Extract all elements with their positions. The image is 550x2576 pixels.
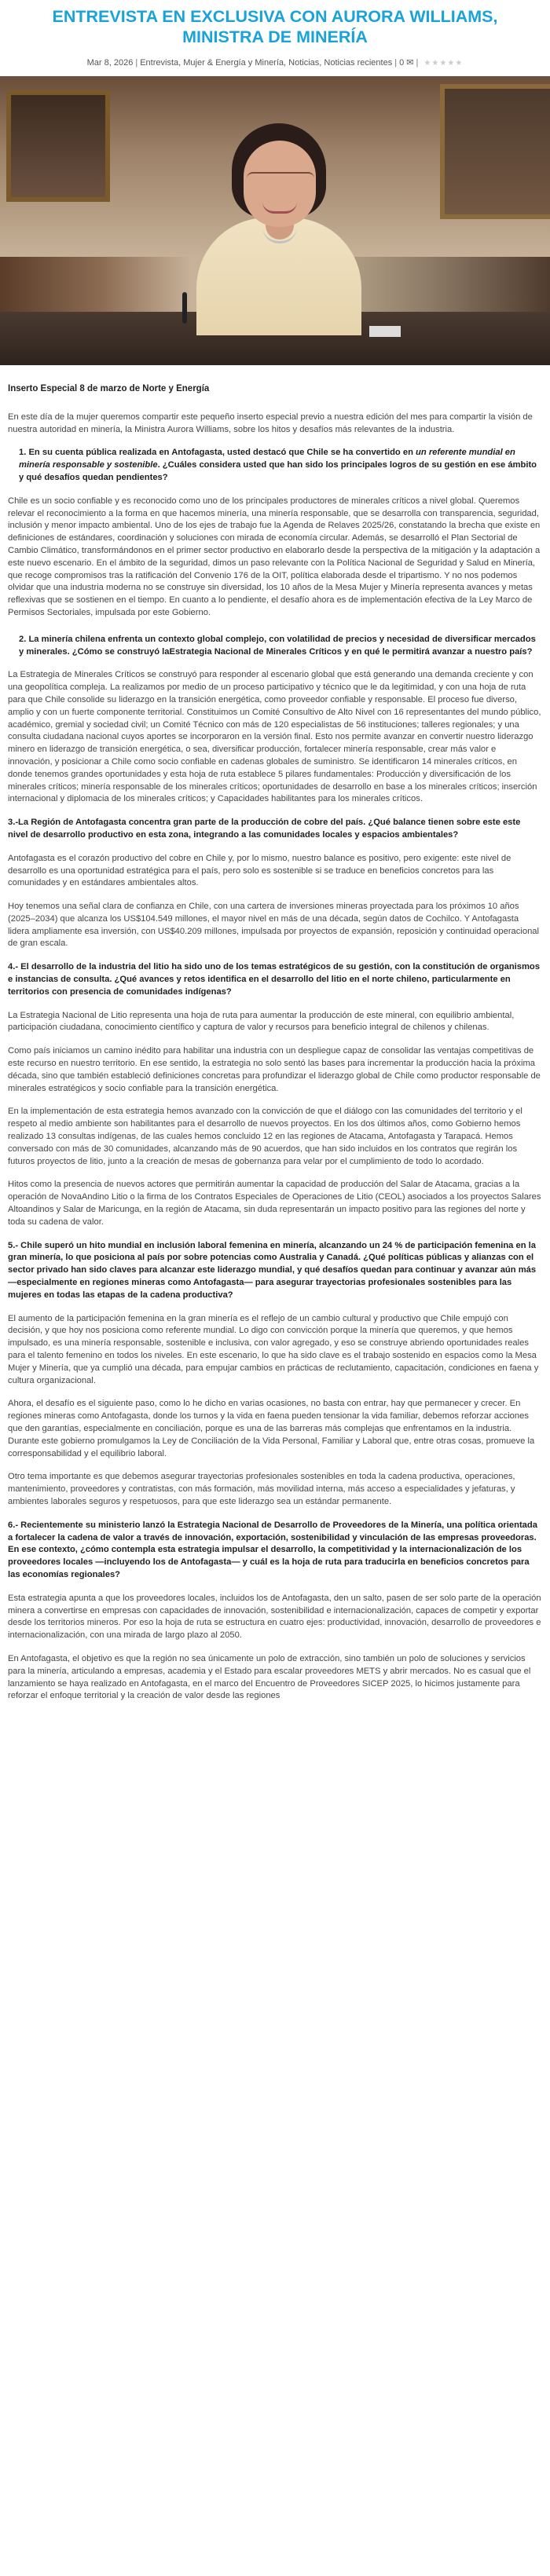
answer-1: Chile es un socio confiable y es reconocido como uno de los principales productores de minerales críticos a nivel global. Queremos relevar el reconocimiento a la forma en que hacemos minería, una minería responsable, que se desarrolla con transparencia, seguridad, inclusión y menor impacto ambiental. Uno de los ejes de trabajo fue la Agenda de Relaves 2025/26, constatando la brecha que existe en definiciones de estándares, coordinación y soluciones con mirada de economía circular. Además, se desarrolló el Plan Sectorial de Cambio Climático, transformándonos en el primer sector productivo en elaborarlo desde la perspectiva de la mitigación y la adaptación a este nuevo escenario. En el ámbito de la seguridad, dimos un paso relevante con la Política Nacional de Seguridad y Salud en Minería, que recoge compromisos tras la ratificación del Convenio 176 de la OIT, política elaborada desde el tripartismo. Y no nos podemos olvidar que una industria moderna no se construye sin diversidad, los 10 años de la Mesa Mujer y Minería representa avances y metas reflexivas que se sostienen en el tiempo. En cuanto a lo pendiente, el desafío ahora es de implementación efectiva de la Ley Marco de Permisos Sectoriales, impulsada por este Gobierno. <box>8 496 541 617</box>
meta-separator: | <box>135 58 138 68</box>
category-link-entrevista[interactable]: Entrevista <box>140 58 179 68</box>
question-3: 3.-La Región de Antofagasta concentra gran parte de la producción de cobre del país. ¿Qué balance tienen sobre este este nivel de desarrollo productivo en esta zona, integrando a las comunidades locales y espacios ambientales? <box>8 818 521 840</box>
lead-title: Inserto Especial 8 de marzo de Norte y Energía <box>8 384 210 393</box>
answer-4a: La Estrategia Nacional de Litio representa una hoja de ruta para aumentar la producción de este mineral, con equilibrio ambiental, participación ciudadana, conocimiento científico y captura de valor y recursos para beneficio integral de chilenos y chilenas. <box>8 1010 515 1033</box>
minister-portrait <box>196 123 361 327</box>
category-link-mujer-energia[interactable]: Mujer & Energía y Minería <box>183 58 284 68</box>
hero-photo <box>0 76 550 365</box>
intro-paragraph: En este día de la mujer queremos compartir este pequeño inserto especial previo a nuestra edición del mes para compartir la visión de nuestra autoridad en minería, la Ministra Aurora Williams, sobre los hitos y desafíos más relevantes de la industria. <box>8 412 533 434</box>
star-icon[interactable]: ★ <box>424 59 431 68</box>
meta-separator: | <box>416 58 419 68</box>
answer-6b: En Antofagasta, el objetivo es que la región no sea únicamente un polo de extracción, sino también un polo de soluciones y servicios para la minería, articulando a empresas, academia y el Estado para escalar proveedores METS y abrir mercados. No es casual que el lanzamiento se haya realizado en Antofagasta, en el marco del Encuentro de Proveedores SICEP 2025, lo hicimos justamente para reforzar el enfoque territorial y la creación de valor desde las regiones <box>8 1653 531 1701</box>
answer-5b: Ahora, el desafío es el siguiente paso, como lo he dicho en varias ocasiones, no basta con entrar, hay que permanecer y crecer. En regiones mineras como Antofagasta, donde los turnos y la vida en faena pueden tensionar la vida familiar, debemos reforzar acciones que den garantías, especialmente en conciliación, porque es una de las barreras más complejas que enfrentamos en la industria. Durante este gobierno promulgamos la Ley de Conciliación de la Vida Personal, Familiar y Laboral que, entre otras cosas, promueve la corresponsabilidad y el equilibrio laboral. <box>8 1399 535 1458</box>
category-link-noticias-recientes[interactable]: Noticias recientes <box>324 58 393 68</box>
question-6: 6.- Recientemente su ministerio lanzó la Estrategia Nacional de Desarrollo de Proveedores de la Minería, una política orientada a fortalecer la cadena de valor a través de innovación, exportación, sostenibilidad y vinculación de las empresas proveedoras. En ese contexto, ¿cómo contempla esta estrategia impulsar el desarrollo, la competitividad y la internacionalización de los proveedores locales —incluyendo los de Antofagasta— y cuál es la hoja de ruta para traducirla en beneficios concretos para las economías regionales? <box>8 1520 537 1579</box>
star-icon[interactable]: ★ <box>431 59 439 68</box>
answer-5a: El aumento de la participación femenina en la gran minería es el reflejo de un cambio cultural y productivo que Chile empujó con decisión, y que hoy nos posiciona como referente mundial. Lo digo con convicción porque la minería que queremos, y que hemos impulsado, es una minería responsable, sostenible e inclusiva, con valor agregado, y eso se construye abriendo oportunidades reales para el talento femenino en todos los niveles. En este escenario, lo que ha sido clave es el trabajo sostenido en espacios como la Mesa Mujer y Minería, que ya cumplió una década, para empujar cambios en prácticas de reclutamiento, capacitación, condiciones en faena y cultura organizacional. <box>8 1313 539 1385</box>
meta-separator: | <box>394 58 398 68</box>
question-1: 1. En su cuenta pública realizada en Antofagasta, usted destacó que Chile se ha convertido en un referente mundial en minería responsable y sostenible. ¿Cuáles considera usted que han sido los principales logros de su gestión en ese ámbito y qué desafíos quedan pendientes? <box>19 448 537 482</box>
nameplate <box>369 326 401 337</box>
star-icon[interactable]: ★ <box>447 59 455 68</box>
article-body <box>8 383 542 1714</box>
answer-5c: Otro tema importante es que debemos asegurar trayectorias profesionales sostenibles en toda la cadena productiva, operaciones, mantenimiento, proveedores y contratistas, con más formación, más movilidad interna, más acceso a especialidades y jefaturas, y ambientes laborales seguros y respetuosos, para que este liderazgo sea un estándar permanente. <box>8 1472 515 1506</box>
post-date: Mar 8, 2026 <box>86 58 134 68</box>
question-5: 5.- Chile superó un hito mundial en inclusión laboral femenina en minería, alcanzando un 24 % de participación femenina en la gran minería, lo que posiciona al país por sobre potencias como Australia y Canadá. ¿Qué políticas públicas y alianzas con el sector privado han sido claves para alcanzar este liderazgo mundial, y qué desafíos quedan para continuar y avanzar aún más —especialmente en regiones mineras como Antofagasta— para asegurar trayectorias profesionales sostenibles para las mujeres en todas las etapas de la cadena productiva? <box>8 1240 537 1300</box>
rating-stars[interactable] <box>424 57 463 69</box>
answer-2: La Estrategia de Minerales Críticos se construyó para responder al escenario global que está generando una demanda creciente y con una geopolítica compleja. La realizamos por medio de un proceso participativo y técnico que le da legitimidad, y con una hoja de ruta para que Chile consolide su liderazgo en la transición energética, como proveedor confiable y responsable. El proceso fue diverso, amplio y con un fuerte componente territorial. Constituimos un Comité Consultivo de Alto Nivel con 16 representantes del mundo público, académico, gremial y sociedad civil; un Comité Técnico con más de 120 especialistas de 56 instituciones; talleres regionales; y una consulta ciudadana nacional cuyos aportes se incorporaron en la versión final. Esto nos permite avanzar en convertir nuestro liderazgo minero en liderazgo de transición energética, o sea, diversificar producción, fortalecer minería responsable, crear más valor e innovación, y posicionar a Chile como socio confiable en cadenas globales de suministro. Se identificaron 14 minerales críticos, en donde tenemos grandes oportunidades y esta hoja de ruta establece 5 pilares fundamentales: Producción y diversificación de los minerales críticos; minería responsable de los minerales críticos; oportunidades de desarrollo en base a los minerales críticos; inserción internacional y diplomacia de los minerales críticos; y Capacidades habilitantes para los minerales críticos. <box>8 670 541 804</box>
answer-4b: Como país iniciamos un camino inédito para habilitar una industria con un despliegue capaz de consolidar las ventajas competitivas de este recurso en nuestro territorio. En ese sentido, la estrategia no solo sentó las bases para incrementar la producción hacia la próxima década, sino que también estableció definiciones concretas para profundizar el liderazgo global de Chile como productor responsable de minerales estratégicos y socio confiable para la transición energética. <box>8 1046 541 1093</box>
question-2: 2. La minería chilena enfrenta un contexto global complejo, con volatilidad de precios y necesidad de diversificar mercados y minerales. ¿Cómo se construyó laEstrategia Nacional de Minerales Críticos y en qué le permitirá avanzar a nuestro país? <box>19 634 536 657</box>
answer-3a: Antofagasta es el corazón productivo del cobre en Chile y, por lo mismo, nuestro balance es positivo, pero exigente: este nivel de desarrollo es una oportunidad estratégica para el país, pero solo es sostenible si se traduce en beneficios concretos para las comunidades y en estándares ambientales altos. <box>8 853 512 888</box>
category-link-noticias[interactable]: Noticias <box>288 58 320 68</box>
painting-frame <box>440 84 550 219</box>
comments-count: 0 <box>399 58 405 68</box>
question-4: 4.- El desarrollo de la industria del litio ha sido uno de los temas estratégicos de su gestión, con la constitución de organismos e instancias de consulta. ¿Qué avances y retos identifica en el desarrollo del litio en el norte chileno, particularmente en territorios con presencia de comunidades indígenas? <box>8 962 540 997</box>
article-title: ENTREVISTA EN EXCLUSIVA CON AURORA WILLIAMS, MINISTRA DE MINERÍA <box>52 7 498 46</box>
comments-link[interactable] <box>399 58 413 68</box>
painting-frame <box>6 90 110 202</box>
microphone-icon <box>182 292 187 324</box>
glasses <box>247 172 314 188</box>
answer-4c: En la implementación de esta estrategia hemos avanzado con la convicción de que el diálogo con las comunidades del territorio y el respeto al medio ambiente son habilitantes para el desarrollo de nuevos proyectos. En los dos últimos años, como Gobierno hemos realizado 13 consultas indígenas, de las cuales hemos concluido 12 en las regiones de Atacama, Antofagasta y Tarapacá. Hemos conversado con más de 30 comunidades, alcanzando más de 90 acuerdos, que han sido incluidos en los contratos que regirán los futuros proyectos de litio, junto a la creación de mesas de gobernanza para velar por el cumplimiento de todo lo acordado. <box>8 1107 522 1166</box>
answer-6a: Esta estrategia apunta a que los proveedores locales, incluidos los de Antofagasta, den un salto, pasen de ser solo parte de la operación minera a convertirse en empresas con capacidades de innovación, sostenibilidad e internacionalización, capaces de competir y exportar desde los territorios mineros. Por eso la hoja de ruta se estructura en cuatro ejes: productividad, innovación, desarrollo de proveedores e internacionalización, con una mirada de largo plazo al 2050. <box>8 1593 541 1641</box>
star-icon[interactable]: ★ <box>439 59 447 68</box>
answer-4d: Hitos como la presencia de nuevos actores que permitirán aumentar la capacidad de producción del Salar de Atacama, gracias a la operación de NovaAndino Litio o la firma de los Contratos Especiales de Operaciones de Litio (CEOL) asociados a los proyectos Salares Altoandinos y Salar de Maricunga, en la región de Atacama, sin duda representarán un impacto positivo para las regiones del norte y toda su cadena de valor. <box>8 1180 541 1227</box>
post-meta: Mar 8, 2026 | Entrevista, Mujer & Energía y Minería, Noticias, Noticias recientes | 0 ✉ | ★★★★★ <box>86 58 463 68</box>
star-icon[interactable]: ★ <box>455 59 463 68</box>
comment-icon: ✉ <box>406 58 414 68</box>
answer-3b: Hoy tenemos una señal clara de confianza en Chile, con una cartera de inversiones mineras proyectada para los próximos 10 años (2025–2034) que alcanza los US$104.549 millones, el mayor nivel en más de una década, según datos de Cochilco. Y Antofagasta lidera ampliamente esa inversión, con US$40.209 millones, impulsada por proyectos de expansión, reposición y continuidad operacional de gran escala. <box>8 902 539 949</box>
